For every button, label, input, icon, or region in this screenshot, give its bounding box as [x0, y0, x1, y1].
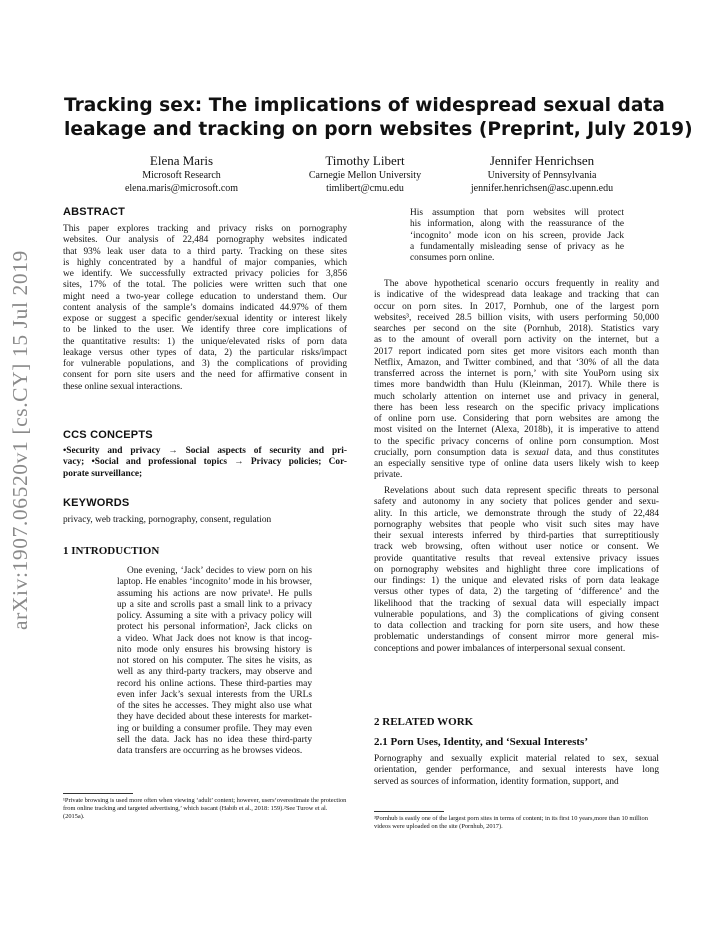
vignette-line: His assumption that porn websites will protect	[410, 208, 624, 218]
intro-paragraph-1	[374, 279, 659, 482]
paper-title	[64, 94, 693, 142]
vignette-line: they have decided about these interests for market-	[117, 712, 312, 723]
paragraph-line: of online porn use. Considering that porn websites are among the	[374, 414, 659, 424]
paragraph-line: private.	[374, 470, 403, 481]
vignette-line: laptop. He enables ‘incognito’ mode in his browser,	[117, 577, 312, 588]
author-email: timlibert@cmu.edu	[326, 183, 404, 195]
arxiv-identifier: arXiv:1907.06520v1 [cs.CY] 15 Jul 2019	[8, 250, 32, 630]
vignette-line: of the sites he accesses. They might also use what	[117, 701, 312, 711]
footnote-line: ‘overestimate the protection from online tracking and targeted advertising,’ which is	[63, 797, 347, 812]
related-work-heading-text: 2 RELATED WORK	[374, 716, 474, 728]
intro-vignette	[117, 566, 312, 757]
paragraph-line: on pornography websites and highlight three core implications of	[374, 564, 659, 575]
vignette-line: protect his personal information², Jack clicks on	[117, 622, 312, 633]
abstract-line: might need a two-year college education to understand them. Our	[63, 291, 347, 302]
ccs-heading-text: CCS CONCEPTS	[63, 429, 153, 441]
abstract-heading-text: ABSTRACT	[63, 206, 126, 218]
vignette-line: ‘incognito’ mode icon on his screen, provide Jack	[410, 230, 624, 241]
vignette-line: consumes porn online.	[410, 253, 495, 263]
introduction-heading	[63, 546, 347, 558]
paragraph-line: ality. In this article, we demonstrate through the study of 22,484	[374, 508, 659, 519]
paragraph-line: to the specific privacy concerns of online porn consumption. Most	[374, 436, 659, 447]
abstract-line: is highly concentrated by a handful of major companies, which	[63, 257, 347, 268]
vignette-line: policy. Assuming a site with a privacy policy will	[117, 611, 312, 621]
paragraph-line: pornography websites that people who visit such sites may have	[374, 519, 659, 530]
abstract-line: the quantitative results: 1) the unique/elevated risks of porn data	[63, 336, 347, 347]
author-block	[285, 153, 445, 195]
paragraph-line: searches per second on the site (Pornhub, 2018). Statistics vary	[374, 324, 659, 334]
ccs-line: porate surveillance;	[63, 468, 143, 479]
paragraph-line: times more bandwidth than Hulu (Kleinman, 2017). While there is	[374, 380, 659, 391]
author-name: Elena Maris	[149, 153, 214, 168]
keywords-heading-text: KEYWORDS	[63, 497, 130, 509]
vignette-line: well as any third-party trackers, may observe and	[117, 667, 312, 678]
paragraph-line: 2017 report indicated porn sites get more visitors each month than	[374, 346, 659, 357]
paragraph-line: likelihood that the tracking of sexual data will especially impact	[374, 598, 659, 609]
ccs-body	[63, 446, 347, 480]
vignette-line: even infer Jack’s sexual interests from the URLs	[117, 689, 312, 700]
abstract-line: for vulnerable populations, and 3) the complications of providing	[63, 359, 347, 369]
paragraph-line: crucially, porn consumption data is sexual data, and thus constitutes	[374, 447, 659, 458]
paragraph-line: conceptions and power imbalances of interpersonal sexual consent.	[374, 643, 626, 654]
paragraph-line: our findings: 1) the unique and elevated risks of porn data leakage	[374, 576, 659, 586]
vignette-line: his information, along with the reassurance of the	[410, 219, 624, 230]
abstract-heading	[63, 207, 347, 219]
paragraph-line: there has been less research on the specific privacy implications	[374, 402, 659, 413]
paragraph-line: track web browsing, often without user notice or consent. We	[374, 542, 659, 553]
paragraph-line: orientation, gender performance, and sexual interests have long	[374, 765, 659, 776]
author-block	[104, 153, 259, 195]
paragraph-line: an especially sensitive type of online data users likely wish to keep	[374, 459, 659, 469]
right-footnotes	[374, 815, 660, 831]
author-email: jennifer.henrichsen@asc.upenn.edu	[470, 183, 614, 195]
paragraph-line: websites³, received 28.5 billion visits, with users performing 50,000	[374, 312, 659, 323]
vignette-line: a video. What Jack does not know is that incog-	[117, 633, 312, 644]
paragraph-line: is indicative of the widespread data leakage and tracking that can	[374, 290, 659, 301]
left-footnotes	[63, 797, 349, 821]
author-affiliation: University of Pennsylvania	[487, 170, 597, 181]
porn-uses-subheading	[374, 737, 659, 749]
author-block	[462, 153, 622, 195]
author-email: elena.maris@microsoft.com	[124, 183, 239, 195]
ccs-line: vacy; •Social and professional topics → Privacy policies; Cor-	[63, 457, 347, 468]
related-paragraph	[374, 754, 659, 788]
paragraph-line: Pornography and sexually explicit material related to sex, sexual	[374, 754, 659, 764]
paragraph-line: to data collection and tracking for porn site users, and how these	[374, 621, 659, 631]
keywords-text: privacy, web tracking, pornography, consent, regulation	[63, 515, 272, 525]
porn-uses-subheading-text: 2.1 Porn Uses, Identity, and ‘Sexual Interests’	[374, 736, 589, 748]
vignette-line: data transfers are occurring as he browses videos.	[117, 746, 303, 756]
abstract-body	[63, 224, 347, 393]
paragraph-line: most visited on the Internet (Alexa, 2018b), it is imperative to attend	[374, 425, 659, 436]
vignette-continuation	[410, 208, 624, 264]
paragraph-line: transferred across the internet is porn,’ with site YouPorn using six	[374, 369, 659, 379]
abstract-line: content analysis of the sample’s domains indicated 44.97% of them	[63, 302, 347, 313]
ccs-line: •Security and privacy → Social aspects of security and pri-	[63, 446, 347, 456]
abstract-line: consent for porn site users and the need for affirmative consent in	[63, 370, 347, 381]
paragraph-line: as to the amount of overall porn activity on the internet, but a	[374, 335, 659, 346]
keywords-heading	[63, 498, 347, 510]
title-line-1: Tracking sex: The implications of widespread sexual data	[64, 95, 665, 116]
abstract-line: we identify. We successfully extracted privacy policies for 3,856	[63, 269, 347, 279]
abstract-line: leakage versus other types of data, 2) the particular risks/impact	[63, 347, 347, 358]
abstract-line: to be linked to the user. We identify three core implications of	[63, 325, 347, 336]
paragraph-line: occur on porn sites. In 2017, Pornhub, one of the largest porn	[374, 301, 659, 312]
paragraph-line: provide quantitative results that reveal extensive privacy issues	[374, 553, 659, 564]
footnote-rule	[374, 811, 444, 812]
author-affiliation: Carnegie Mellon University	[308, 170, 422, 181]
vignette-line: nito mode only ensures his browsing history is	[117, 644, 312, 655]
abstract-line: websites. Our analysis of 22,484 pornography websites indicated	[63, 235, 347, 246]
vignette-line: assuming his actions are now private¹. He pulls	[117, 588, 312, 599]
vignette-line: not stored on his computer. The sites he visits, as	[117, 656, 312, 666]
introduction-heading-text: 1 INTRODUCTION	[63, 545, 160, 557]
emphasis: sexual	[524, 447, 549, 458]
abstract-line: these online sexual interactions.	[63, 381, 183, 392]
paragraph-line: problematic understandings of consent mirror more general mis-	[374, 632, 659, 643]
paragraph-line: served as sources of information, identity formation, support, and	[374, 776, 619, 787]
author-name: Timothy Libert	[325, 153, 405, 168]
footnote-line: ¹Private browsing is used more often when viewing ‘adult’ content; however, users	[63, 797, 275, 804]
paragraph-line: safety and autonomy in any society that polices gender and sexu-	[374, 497, 659, 508]
paragraph-line: much scholarly attention on internet use and privacy in general,	[374, 391, 659, 402]
title-line-2: leakage and tracking on porn websites (Preprint, July 2019)	[64, 119, 693, 140]
abstract-line: sites, 17% of the total. The policies were written such that one	[63, 280, 347, 291]
footnote-line: more than 10 million videos were uploaded on the site (Pornhub, 2017).	[374, 815, 648, 830]
vignette-line: One evening, ‘Jack’ decides to view porn on his	[127, 566, 312, 576]
footnote-line: scant (Habib et al., 2018: 159).	[204, 805, 284, 812]
paragraph-line: vulnerable populations, and 3) the complications of giving consent	[374, 609, 659, 620]
footnote-line: ²See Turow et al. (2015a).	[63, 805, 328, 820]
ccs-heading	[63, 430, 347, 442]
vignette-line: up a site and scrolls past a small link to a privacy	[117, 599, 312, 610]
vignette-line: sell the data. Jack has no idea these third-party	[117, 734, 312, 745]
paragraph-line: Netflix, Amazon, and Twitter combined, and that ‘30% of all the data	[374, 357, 659, 368]
abstract-line: This paper explores tracking and privacy risks on pornography	[63, 224, 347, 234]
intro-paragraph-2	[374, 486, 659, 655]
paragraph-line: their sexual interests inferred by third-parties that surreptitiously	[374, 531, 659, 541]
vignette-line: record his online actions. These third-parties may	[117, 678, 312, 689]
paragraph-line: Revelations about such data represent specific threats to personal	[384, 486, 659, 496]
author-name: Jennifer Henrichsen	[489, 153, 595, 168]
footnote-line: ³Pornhub is easily one of the largest porn sites in terms of content; in its first 10 years,	[374, 815, 595, 822]
footnote-rule	[63, 793, 133, 794]
keywords-body	[63, 515, 347, 526]
author-affiliation: Microsoft Research	[142, 170, 221, 181]
vignette-line: ing or building a consumer profile. They may even	[117, 723, 312, 734]
vignette-line: a fundamentally misleading sense of privacy as he	[410, 241, 624, 252]
paragraph-line: versus other types of data, 2) the targeting of ‘difference’ and the	[374, 587, 659, 598]
abstract-line: expose or suggest a specific gender/sexual identity or interest likely	[63, 314, 347, 324]
paragraph-line: The above hypothetical scenario occurs frequently in reality and	[384, 279, 659, 289]
abstract-line: that 93% leak user data to a third party. Tracking on these sites	[63, 246, 347, 257]
related-work-heading	[374, 717, 659, 729]
